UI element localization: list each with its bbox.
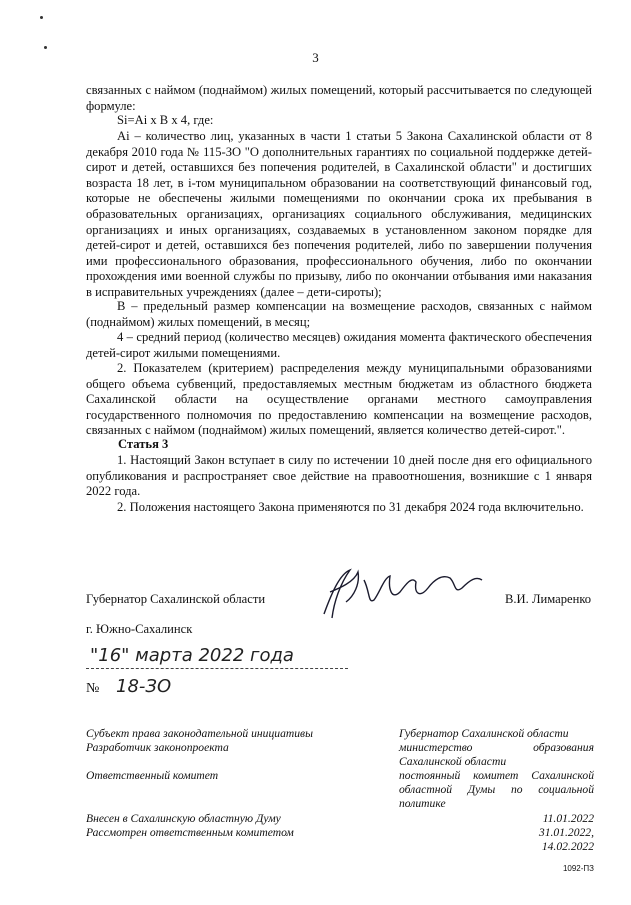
paragraph-ai-definition: Ai – количество лиц, указанных в части 1 статьи 5 Закона Сахалинской области от 8 декабря 2010 года № 115-ЗО "О дополнительных гарантиях по социальной поддержке детей-сирот и детей, оставшихся без попечения родителей, в Сахалинской области" и достигших возраста 18 лет, в i-том муниципальном образовании на соответствующий финансовый год, которые не обеспечены жилыми помещениями по окончании срока их пребывания в образовательных организациях, организациях социального обслуживания, медицинских организациях и иных организациях, создаваемых в установленном законом порядке для детей-сирот и детей, оставшихся без попечения родителей, либо по завершении получения ими профессионального образования, профессионального обучения, либо по окончании прохождения ими военной службы по призыву, либо по окончании отбывания ими наказания в исправительных учреждениях (далее – дети-сироты); [86,129,592,299]
footer-initiative-subject: Субъект права законодательной инициативы [86,727,313,740]
footer-right-governor: Губернатор Сахалинской области [399,727,569,740]
footer-right-committee: постоянный комитет Сахалинской областной Думы по социальной политике [399,769,594,810]
paragraph-intro: связанных с наймом (поднаймом) жилых помещений, который рассчитывается по следующей формуле: [86,83,592,113]
footer-date-3: 14.02.2022 [541,840,594,853]
footer-reviewed: Рассмотрен ответственным комитетом [86,826,294,839]
formula: Si=Ai x B x 4, где: [117,113,214,127]
governor-name: В.И. Лимаренко [505,592,592,606]
article-3-paragraph-1: 1. Настоящий Закон вступает в силу по истечении 10 дней после дня его официального опубликования и распространяет свое действие на правоотношения, возникшие с 1 января 2022 года. [86,453,592,499]
page-number: 3 [312,50,319,65]
footer-responsible-committee: Ответственный комитет [86,769,219,782]
footer-date-1: 11.01.2022 [542,812,594,825]
paragraph-2: 2. Показателем (критерием) распределения между муниципальными образованиями общего объема субвенций, предоставляемых местным бюджетам из областного бюджета Сахалинской области на осуществление органами местного самоуправления государственного полномочия по предоставлению компенсации на возмещение расходов, связанных с наймом (поднаймом) жилых помещений, является количество детей-сирот.". [86,361,592,438]
number-label: № [86,681,100,696]
governor-signature [310,562,490,624]
footer-developer: Разработчик законопроекта [86,741,229,754]
paragraph-b-definition: В – предельный размер компенсации на возмещение расходов, связанных с наймом (поднаймом) жилых помещений, в месяц; [86,299,592,329]
governor-title: Губернатор Сахалинской области [86,592,266,606]
scan-mark [40,16,43,19]
document-code: 1092-ПЗ [562,864,594,873]
city: г. Южно-Сахалинск [86,622,193,636]
handwritten-number: 18-ЗО [116,676,172,697]
footer-right-ministry: министерство образования Сахалинской области [399,741,594,768]
date-underline [86,668,348,669]
article-3-paragraph-2: 2. Положения настоящего Закона применяются по 31 декабря 2024 года включительно. [117,500,584,514]
scan-mark [44,46,47,49]
paragraph-4-definition: 4 – средний период (количество месяцев) ожидания момента фактического обеспечения детей-сирот жилыми помещениями. [86,330,592,360]
footer-submitted: Внесен в Сахалинскую областную Думу [86,812,281,825]
handwritten-date: "16" марта 2022 года [90,645,294,666]
footer-date-2: 31.01.2022, [538,826,594,839]
article-3-heading: Статья 3 [118,437,169,451]
